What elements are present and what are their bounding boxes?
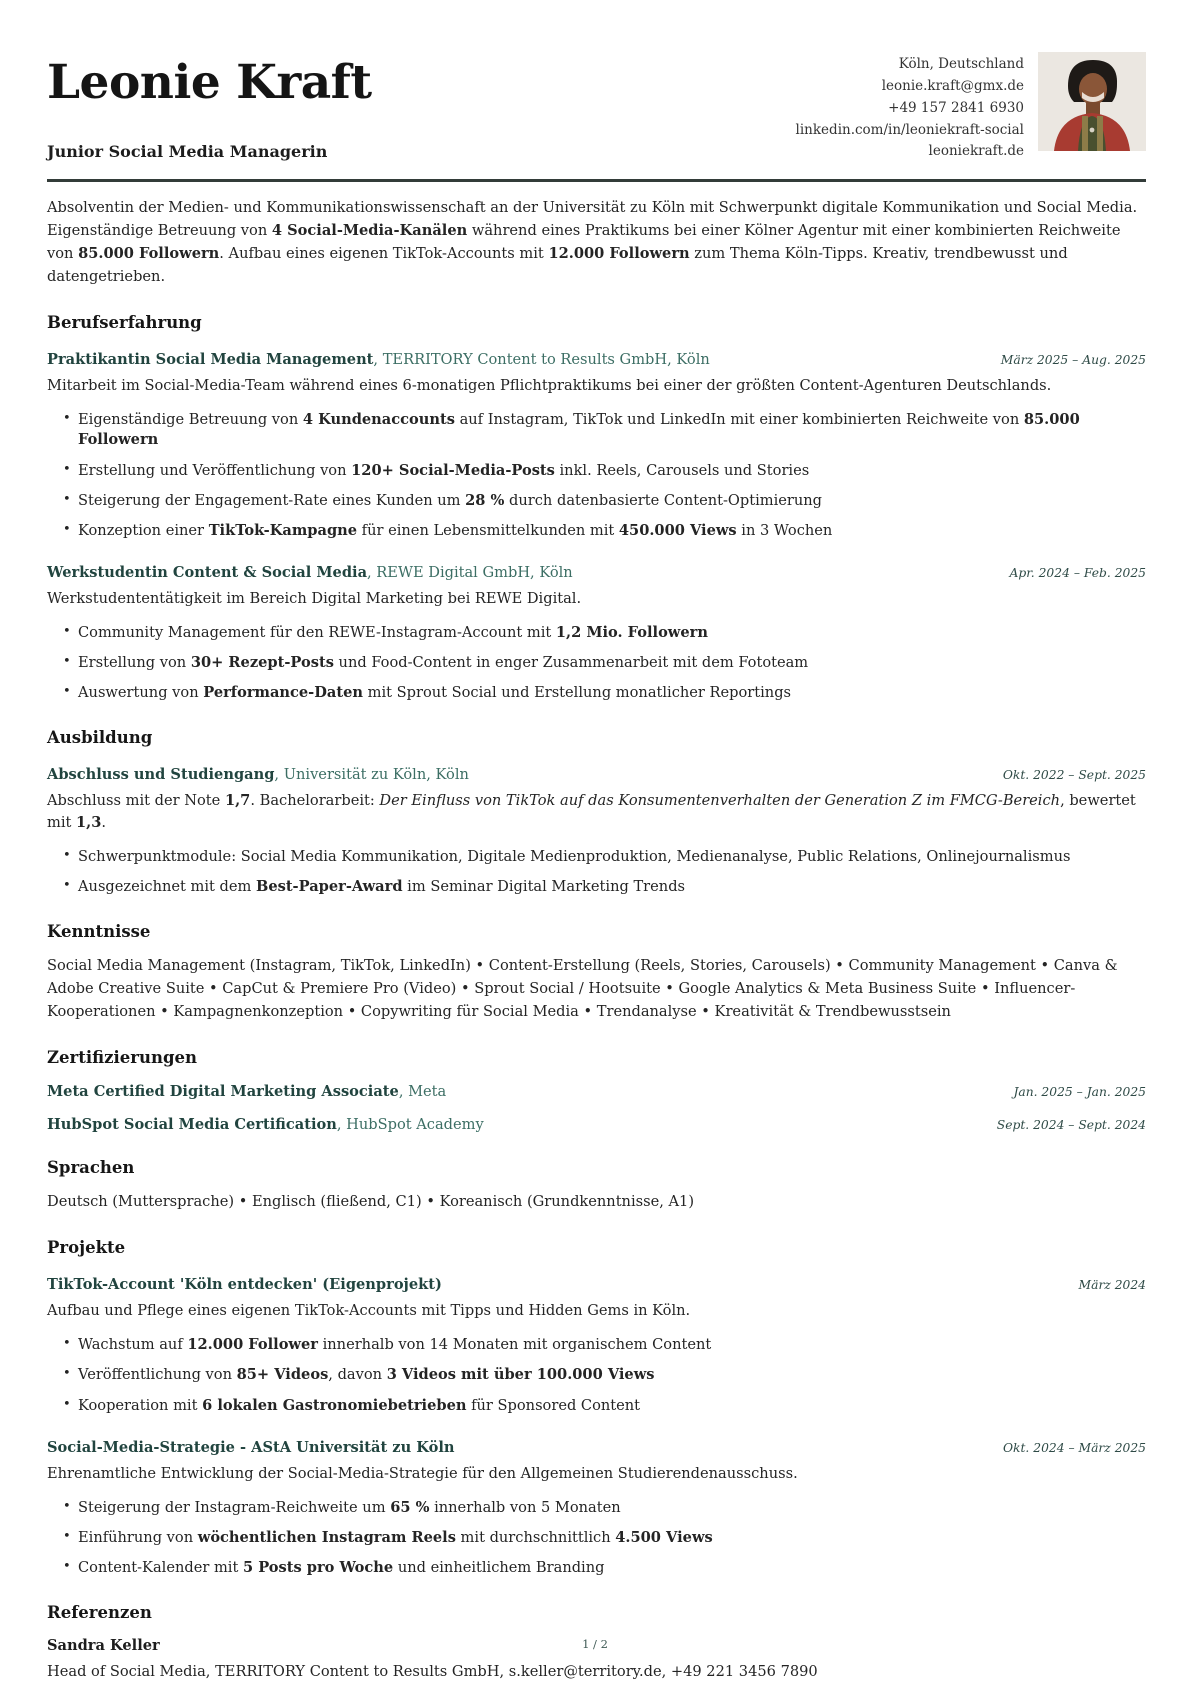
entry-title: Meta Certified Digital Marketing Associate xyxy=(47,1083,399,1101)
entry-date: März 2025 – Aug. 2025 xyxy=(1000,353,1146,368)
contact-info xyxy=(796,52,1024,163)
bullet-list xyxy=(63,847,1146,897)
section-experience xyxy=(47,313,1146,703)
bullet-item: • Steigerung der Engagement-Rate eines Kunden um 28 % durch datenbasierte Content-Optimierung xyxy=(63,491,1146,511)
entry-title-line xyxy=(47,1081,446,1100)
entry-title-line xyxy=(47,1114,484,1133)
section-heading-education: Ausbildung xyxy=(47,728,153,748)
bullet-item: • Auswertung von Performance-Daten mit Sprout Social und Erstellung monatlicher Reportings xyxy=(63,683,1146,703)
entry-title-line xyxy=(47,764,469,783)
skills-text: Social Media Management (Instagram, TikTok, LinkedIn) • Content-Erstellung (Reels, Stories, Carousels) • Community Management • Canva & Adobe Creative Suite • CapCut & Premiere Pro (Video) • Sprout Social / Hootsuite • Google Analytics & Meta Business Suite • Influencer-Kooperationen • Kampagnenkonzeption • Copywriting für Social Media • Trendanalyse • Kreativität & Trendbewusstsein xyxy=(47,957,1118,1021)
entry-description: Abschluss mit der Note 1,7. Bachelorarbeit: Der Einfluss von TikTok auf das Konsumentenverhalten der Generation Z im FMCG-Bereich, bewertet mit 1,3. xyxy=(47,792,1136,832)
entry-title: Abschluss und Studiengang xyxy=(47,766,275,784)
bullet-item: • Veröffentlichung von 85+ Videos, davon 3 Videos mit über 100.000 Views xyxy=(63,1365,1146,1385)
entry-head xyxy=(47,764,1146,783)
entry-title-line xyxy=(47,562,573,581)
experience-entry xyxy=(47,349,1146,541)
entry-company: , TERRITORY Content to Results GmbH, Köln xyxy=(373,351,710,369)
contact-website: leoniekraft.de xyxy=(928,143,1024,160)
entry-date: Okt. 2022 – Sept. 2025 xyxy=(1002,768,1146,783)
entry-description: Ehrenamtliche Entwicklung der Social-Media-Strategie für den Allgemeinen Studierendenausschuss. xyxy=(47,1464,798,1482)
section-heading-certifications: Zertifizierungen xyxy=(47,1048,197,1068)
summary-text: Absolventin der Medien- und Kommunikationswissenschaft an der Universität zu Köln mit Schwerpunkt digitale Kommunikation und Social Media. Eigenständige Betreuung von 4 Social-Media-Kanälen während eines Praktikums bei einer Kölner Agentur mit einer kombinierten Reichweite von 85.000 Followern. Aufbau eines eigenen TikTok-Accounts mit 12.000 Followern zum Thema Köln-Tipps. Kreativ, trendbewusst und datengetrieben. xyxy=(47,199,1138,285)
job-title: Junior Social Media Managerin xyxy=(47,142,328,162)
contact-location: Köln, Deutschland xyxy=(898,56,1024,72)
section-heading-skills: Kenntnisse xyxy=(47,922,151,942)
header-identity xyxy=(47,52,372,163)
header xyxy=(47,52,1146,163)
project-entry xyxy=(47,1437,1146,1578)
entry-title-line xyxy=(47,1274,442,1293)
portrait-photo xyxy=(1038,52,1146,151)
entry-date: Jan. 2025 – Jan. 2025 xyxy=(1013,1085,1146,1100)
bullet-list xyxy=(63,623,1146,703)
section-languages xyxy=(47,1158,1146,1213)
entry-company: , Universität zu Köln, Köln xyxy=(274,766,469,784)
bullet-item: • Konzeption einer TikTok-Kampagne für einen Lebensmittelkunden mit 450.000 Views in 3 Wochen xyxy=(63,521,1146,541)
entry-title: HubSpot Social Media Certification xyxy=(47,1116,337,1134)
entry-date: Apr. 2024 – Feb. 2025 xyxy=(1009,565,1146,580)
entry-title-line xyxy=(47,349,710,368)
section-projects xyxy=(47,1238,1146,1578)
bullet-item: • Erstellung von 30+ Rezept-Posts und Food-Content in enger Zusammenarbeit mit dem Fototeam xyxy=(63,653,1146,673)
section-certifications xyxy=(47,1048,1146,1133)
entry-head xyxy=(47,1274,1146,1293)
reference-details: Head of Social Media, TERRITORY Content to Results GmbH, s.keller@territory.de, +49 221 3456 7890 xyxy=(47,1662,818,1680)
certification-entry xyxy=(47,1081,1146,1100)
entry-company: , Meta xyxy=(398,1083,447,1101)
bullet-item: • Kooperation mit 6 lokalen Gastronomiebetrieben für Sponsored Content xyxy=(63,1396,1146,1416)
bullet-item: • Schwerpunktmodule: Social Media Kommunikation, Digitale Medienproduktion, Medienanalyse, Public Relations, Onlinejournalismus xyxy=(63,847,1146,867)
entry-title: Social-Media-Strategie - AStA Universität zu Köln xyxy=(47,1438,455,1456)
contact-linkedin: linkedin.com/in/leoniekraft-social xyxy=(795,121,1024,138)
entry-description: Werkstudententätigkeit im Bereich Digital Marketing bei REWE Digital. xyxy=(47,589,582,607)
portrait-photo-placeholder xyxy=(1038,52,1146,151)
entry-title-line xyxy=(47,1437,455,1456)
entry-title: TikTok-Account 'Köln entdecken' (Eigenprojekt) xyxy=(47,1276,442,1294)
bullet-item: • Steigerung der Instagram-Reichweite um 65 % innerhalb von 5 Monaten xyxy=(63,1498,1146,1518)
reference-name: Sandra Keller xyxy=(47,1636,160,1654)
entry-title: Werkstudentin Content & Social Media xyxy=(47,563,368,581)
bullet-list xyxy=(63,410,1146,541)
bullet-item: • Wachstum auf 12.000 Follower innerhalb von 14 Monaten mit organischem Content xyxy=(63,1335,1146,1355)
education-entry xyxy=(47,764,1146,897)
entry-date: Sept. 2024 – Sept. 2024 xyxy=(996,1118,1146,1133)
entry-head xyxy=(47,349,1146,368)
entry-company: , REWE Digital GmbH, Köln xyxy=(367,563,573,581)
page-indicator: 1 / 2 xyxy=(582,1637,608,1651)
certification-entry xyxy=(47,1114,1146,1133)
entry-date: Okt. 2024 – März 2025 xyxy=(1002,1440,1146,1455)
entry-description: Aufbau und Pflege eines eigenen TikTok-Accounts mit Tipps und Hidden Gems in Köln. xyxy=(47,1302,691,1320)
section-heading-experience: Berufserfahrung xyxy=(47,313,202,333)
entry-title: Praktikantin Social Media Management xyxy=(47,351,374,369)
entry-date: März 2024 xyxy=(1078,1278,1146,1293)
entry-head xyxy=(47,562,1146,581)
bullet-list xyxy=(63,1335,1146,1415)
header-divider xyxy=(47,179,1146,182)
contact-email: leonie.kraft@gmx.de xyxy=(881,77,1024,94)
bullet-item: • Content-Kalender mit 5 Posts pro Woche und einheitlichem Branding xyxy=(63,1558,1146,1578)
languages-text: Deutsch (Muttersprache) • Englisch (fließend, C1) • Koreanisch (Grundkenntnisse, A1) xyxy=(47,1193,695,1211)
bullet-item: • Community Management für den REWE-Instagram-Account mit 1,2 Mio. Followern xyxy=(63,623,1146,643)
section-heading-projects: Projekte xyxy=(47,1238,126,1258)
header-contact-block xyxy=(796,52,1146,163)
section-education xyxy=(47,728,1146,897)
experience-entry xyxy=(47,562,1146,703)
bullet-item: • Einführung von wöchentlichen Instagram Reels mit durchschnittlich 4.500 Views xyxy=(63,1528,1146,1548)
section-heading-languages: Sprachen xyxy=(47,1158,135,1178)
section-skills xyxy=(47,922,1146,1023)
entry-company: , HubSpot Academy xyxy=(336,1116,484,1134)
bullet-item: • Ausgezeichnet mit dem Best-Paper-Award im Seminar Digital Marketing Trends xyxy=(63,877,1146,897)
entry-head xyxy=(47,1437,1146,1456)
bullet-item: • Eigenständige Betreuung von 4 Kundenaccounts auf Instagram, TikTok und LinkedIn mit einer kombinierten Reichweite von 85.000 Followern xyxy=(63,410,1146,450)
entry-description: Mitarbeit im Social-Media-Team während eines 6-monatigen Pflichtpraktikums bei einer der größten Content-Agenturen Deutschlands. xyxy=(47,377,1052,395)
contact-phone: +49 157 2841 6930 xyxy=(888,99,1024,116)
project-entry xyxy=(47,1274,1146,1415)
person-name: Leonie Kraft xyxy=(47,55,372,110)
bullet-list xyxy=(63,1498,1146,1578)
section-heading-references: Referenzen xyxy=(47,1602,152,1622)
bullet-item: • Erstellung und Veröffentlichung von 120+ Social-Media-Posts inkl. Reels, Carousels und Stories xyxy=(63,461,1146,481)
